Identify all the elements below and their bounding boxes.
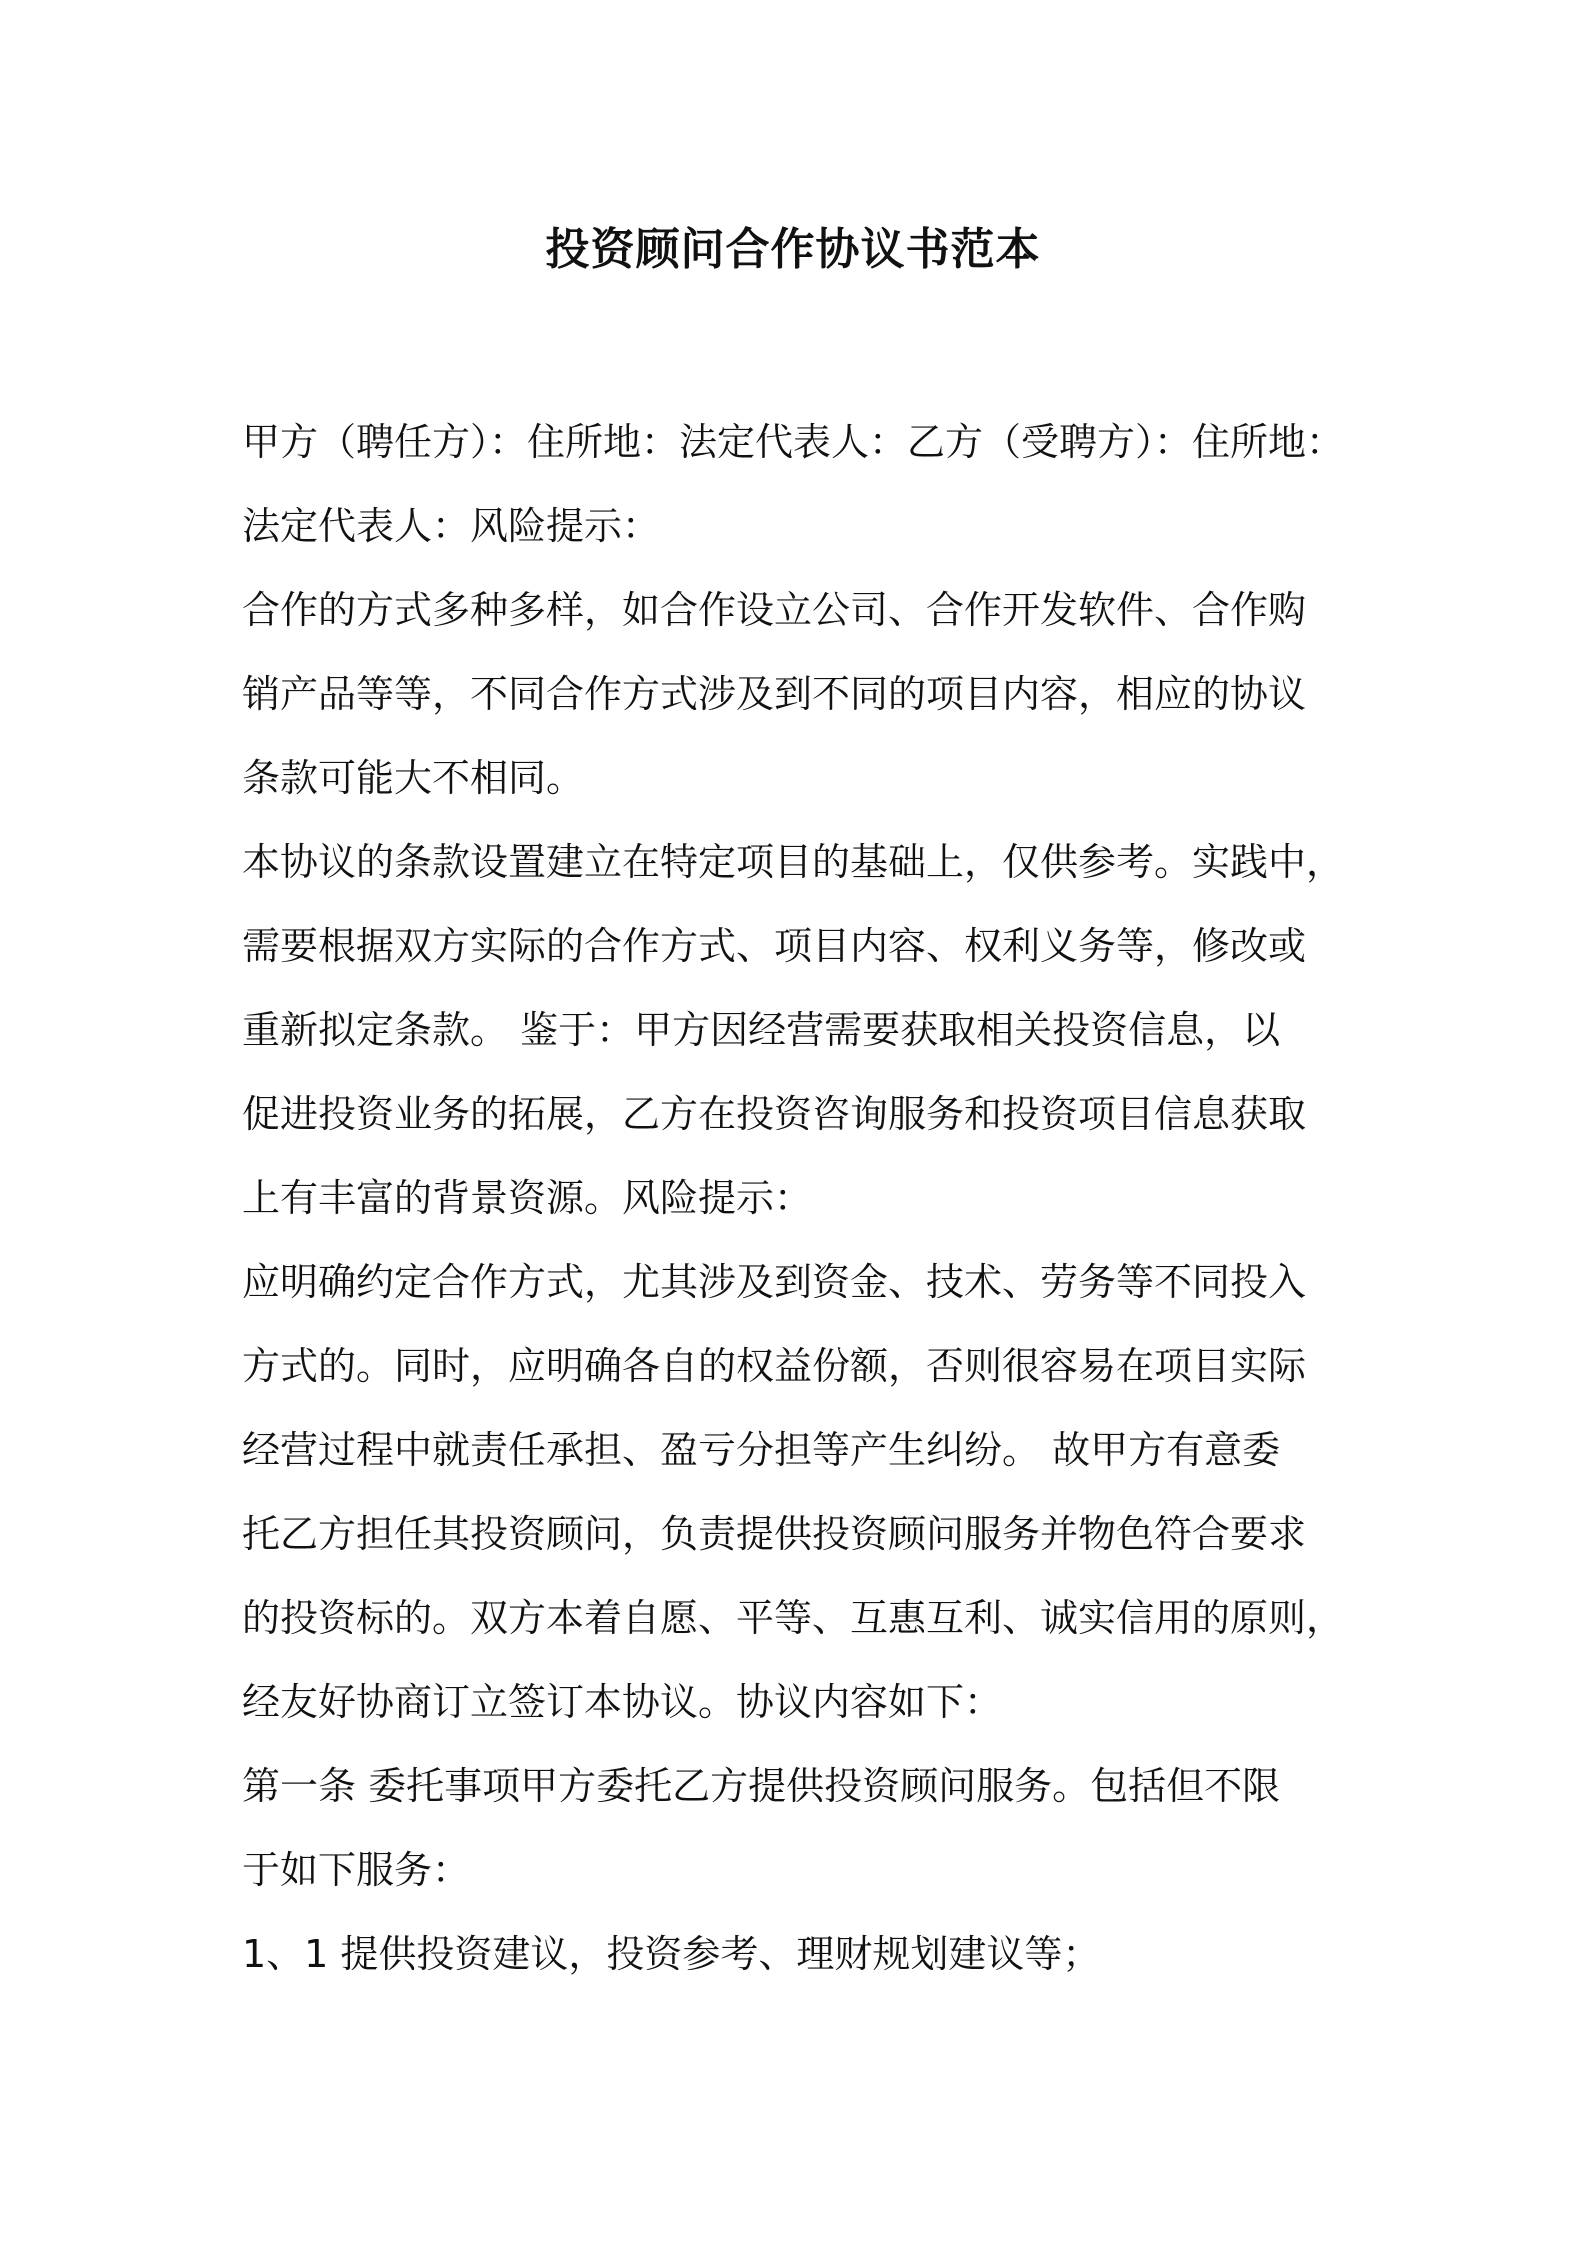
body-line: 法定代表人：风险提示： [242, 504, 661, 548]
body-line: 的投资标的。双方本着自愿、平等、互惠互利、诚实信用的原则， [242, 1596, 1345, 1640]
body-line: 第一条 委托事项甲方委托乙方提供投资顾问服务。包括但不限 [242, 1764, 1281, 1808]
body-line: 促进投资业务的拓展，乙方在投资咨询服务和投资项目信息获取 [242, 1092, 1307, 1136]
body-line: 托乙方担任其投资顾问，负责提供投资顾问服务并物色符合要求 [242, 1512, 1307, 1556]
body-line: 销产品等等，不同合作方式涉及到不同的项目内容，相应的协议 [242, 672, 1307, 716]
body-line: 上有丰富的背景资源。风险提示： [242, 1176, 813, 1220]
document-title: 投资顾问合作协议书范本 [545, 224, 1041, 275]
body-line: 甲方（聘任方）：住所地：法定代表人：乙方（受聘方）：住所地： [242, 420, 1345, 464]
body-line: 重新拟定条款。 鉴于：甲方因经营需要获取相关投资信息，以 [242, 1008, 1281, 1052]
body-line: 1、1 提供投资建议，投资参考、理财规划建议等； [242, 1932, 1101, 1976]
document-body [242, 400, 1362, 1996]
body-line: 经营过程中就责任承担、盈亏分担等产生纠纷。 故甲方有意委 [242, 1428, 1281, 1472]
body-line: 经友好协商订立签订本协议。协议内容如下： [242, 1680, 1003, 1724]
body-line: 于如下服务： [242, 1848, 471, 1892]
body-line: 条款可能大不相同。 [242, 756, 585, 800]
body-line: 应明确约定合作方式，尤其涉及到资金、技术、劳务等不同投入 [242, 1260, 1307, 1304]
body-line: 需要根据双方实际的合作方式、项目内容、权利义务等，修改或 [242, 924, 1307, 968]
body-line: 合作的方式多种多样，如合作设立公司、合作开发软件、合作购 [242, 588, 1307, 632]
body-line: 方式的。同时，应明确各自的权益份额，否则很容易在项目实际 [242, 1344, 1307, 1388]
body-line: 本协议的条款设置建立在特定项目的基础上，仅供参考。实践中， [242, 840, 1345, 884]
